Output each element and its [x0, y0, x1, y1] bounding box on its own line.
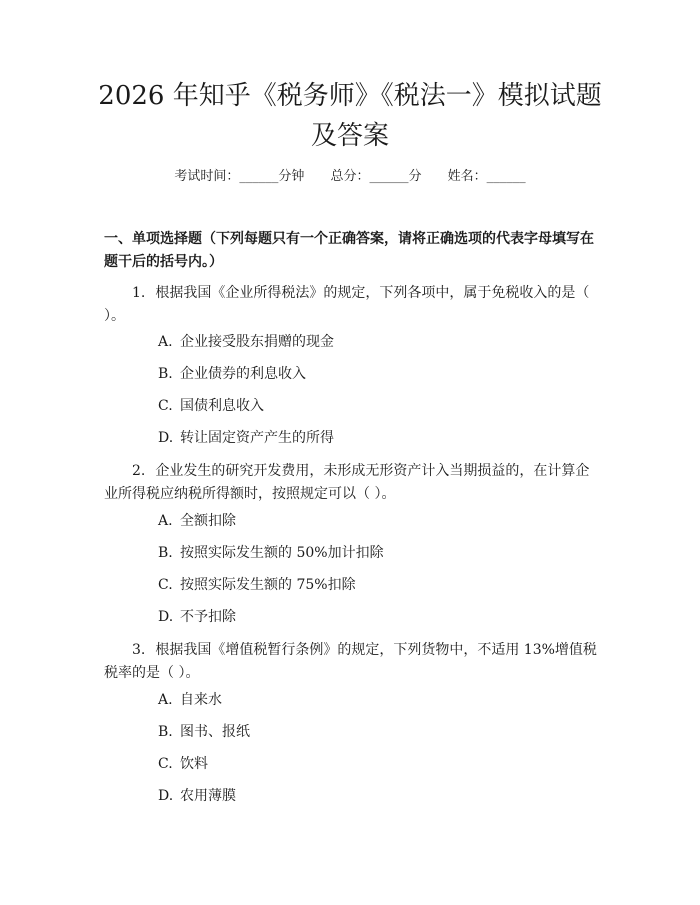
question-1	[104, 282, 599, 328]
total-score-label: 总分：______分	[330, 169, 422, 184]
question-number: 1.	[132, 285, 146, 301]
option-d	[158, 428, 598, 448]
option-text: 企业接受股东捐赠的现金	[180, 334, 334, 350]
option-text: 国债利息收入	[180, 398, 264, 414]
option-text: 农用薄膜	[180, 788, 236, 804]
option-text: 按照实际发生额的 50%加计扣除	[180, 545, 384, 561]
option-letter: D.	[158, 609, 174, 625]
option-letter: C.	[158, 398, 173, 414]
option-d	[158, 786, 598, 806]
page-title	[70, 76, 630, 156]
option-d	[158, 607, 598, 627]
option-a	[158, 332, 598, 352]
section-heading: 一、单项选择题（下列每题只有一个正确答案，请将正确选项的代表字母填写在题干后的括号内。）	[104, 231, 594, 270]
option-letter: D.	[158, 788, 174, 804]
question-3	[104, 639, 599, 685]
option-letter: B.	[158, 545, 173, 561]
question-number: 3.	[132, 642, 146, 658]
option-c	[158, 754, 598, 774]
option-letter: C.	[158, 756, 173, 772]
option-a	[158, 511, 598, 531]
question-number: 2.	[132, 463, 146, 479]
title-line-1: 2026 年知乎《税务师》《税法一》模拟试题	[98, 81, 602, 111]
option-c	[158, 396, 598, 416]
option-text: 按照实际发生额的 75%扣除	[180, 577, 356, 593]
option-b	[158, 722, 598, 742]
option-letter: B.	[158, 366, 173, 382]
option-letter: B.	[158, 724, 173, 740]
option-b	[158, 543, 598, 563]
option-text: 自来水	[180, 692, 222, 708]
question-2	[104, 460, 599, 506]
option-text: 不予扣除	[180, 609, 236, 625]
question-stem: 根据我国《企业所得税法》的规定，下列各项中，属于免税收入的是（ ）。	[104, 285, 590, 324]
option-text: 图书、报纸	[180, 724, 250, 740]
question-stem: 根据我国《增值税暂行条例》的规定，下列货物中，不适用 13%增值税税率的是（ ）。	[104, 642, 597, 681]
option-text: 饮料	[180, 756, 208, 772]
option-c	[158, 575, 598, 595]
option-text: 转让固定资产产生的所得	[180, 430, 334, 446]
option-letter: C.	[158, 577, 173, 593]
name-label: 姓名：______	[447, 169, 526, 184]
option-letter: A.	[158, 513, 173, 529]
option-text: 全额扣除	[180, 513, 236, 529]
question-stem: 企业发生的研究开发费用，未形成无形资产计入当期损益的，在计算企业所得税应纳税所得额时，按照规定可以（ ）。	[104, 463, 590, 502]
title-line-2: 及答案	[310, 121, 389, 151]
option-a	[158, 690, 598, 710]
exam-time-label: 考试时间：______分钟	[174, 169, 305, 184]
option-letter: D.	[158, 430, 174, 446]
option-text: 企业债券的利息收入	[180, 366, 306, 382]
option-letter: A.	[158, 692, 173, 708]
exam-meta	[0, 168, 700, 186]
option-b	[158, 364, 598, 384]
option-letter: A.	[158, 334, 173, 350]
